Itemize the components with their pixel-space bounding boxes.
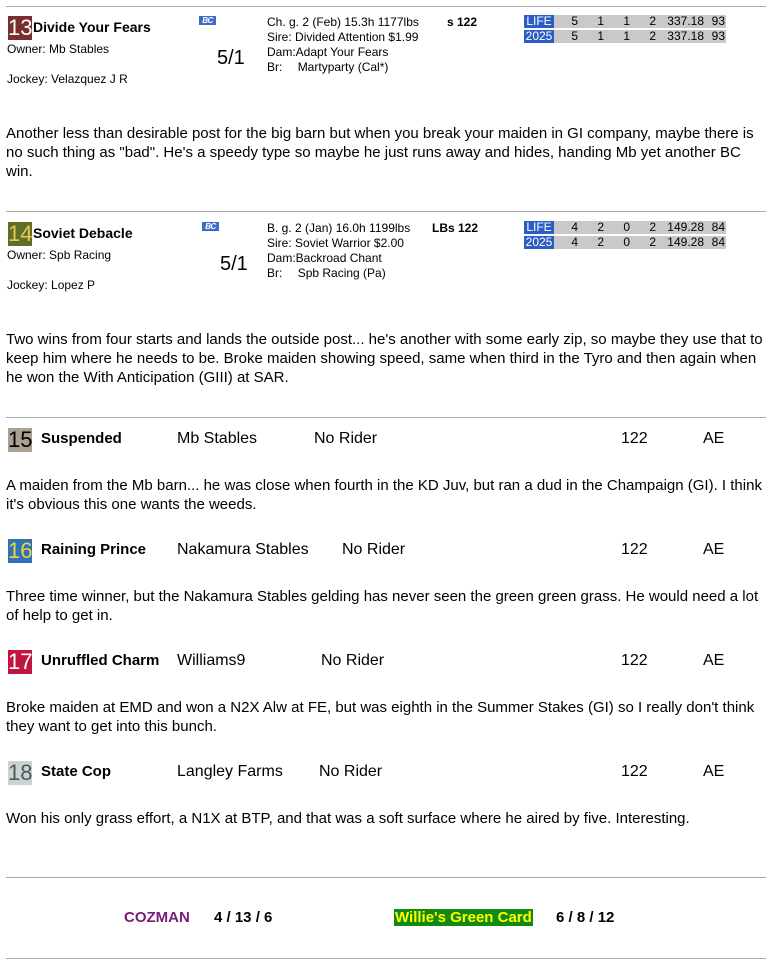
stats-label: 2025 (525, 29, 553, 43)
owner-name: Spb Racing (49, 248, 112, 262)
divider (6, 6, 766, 7)
entry-comment: Won his only grass effort, a N1X at BTP, and that was a soft surface where he aired by five. Interesting. (6, 810, 690, 827)
ae-status: AE (703, 652, 725, 669)
stats-shows: 2 (649, 14, 656, 28)
willie-picks: 6 / 8 / 12 (556, 909, 615, 926)
stats-shows: 2 (649, 29, 656, 43)
stats-places: 1 (623, 14, 630, 28)
stats-figure: 84 (711, 220, 725, 234)
horse-name: Suspended (41, 430, 122, 447)
entry-comment: A maiden from the Mb barn... he was close when fourth in the KD Juv, but ran a dud in the Champaign (GI). I think it's obvious this one wants the weeds. (6, 477, 762, 513)
horse-name: Unruffled Charm (41, 652, 160, 669)
weight: s 122 (447, 15, 478, 29)
post-position-badge: 13 (8, 15, 33, 40)
ae-status: AE (703, 763, 725, 780)
stats-wins: 2 (597, 220, 604, 234)
stats-figure: 84 (711, 235, 725, 249)
jockey-line (7, 278, 95, 292)
divider (6, 958, 766, 959)
stats-row-life (524, 15, 726, 28)
horse-description: B. g. 2 (Jan) 16.0h 1199lbs (267, 221, 411, 235)
breeder-line (267, 60, 388, 74)
divider (6, 417, 766, 418)
owner-label: Owner: (7, 42, 46, 56)
owner-name: Langley Farms (177, 763, 283, 780)
stats-label: LIFE (524, 221, 554, 234)
dam-name: Adapt Your Fears (295, 45, 389, 59)
stats-places: 0 (623, 235, 630, 249)
stats-earnings: 337.18 (667, 14, 704, 28)
sire-line (267, 236, 404, 250)
horse-name: State Cop (41, 763, 112, 780)
stats-wins: 1 (597, 29, 604, 43)
stats-row-year (524, 30, 726, 43)
owner-line (7, 248, 111, 262)
stats-shows: 2 (649, 220, 656, 234)
breeder-line (267, 266, 386, 280)
dam-line (267, 45, 388, 59)
stats-figure: 93 (711, 14, 725, 28)
divider (6, 211, 766, 212)
stats-starts: 4 (571, 235, 578, 249)
dam-name: Backroad Chant (295, 251, 382, 265)
weight: 122 (621, 652, 648, 669)
ae-status: AE (703, 430, 725, 447)
morning-line-odds: 5/1 (217, 47, 245, 69)
stats-label: LIFE (524, 15, 554, 28)
stats-wins: 2 (597, 235, 604, 249)
dam-label: Dam: (267, 45, 296, 59)
breeder-name: Martyparty (Cal*) (297, 60, 389, 74)
divider (6, 877, 766, 878)
breeders-cup-icon: BC (199, 16, 216, 25)
owner-name: Nakamura Stables (177, 541, 309, 558)
owner-name: Mb Stables (49, 42, 110, 56)
entry-comment: Three time winner, but the Nakamura Stables gelding has never seen the green green grass. He would need a lot of help to get in. (6, 588, 759, 624)
entry-comment: Broke maiden at EMD and won a N2X Alw at FE, but was eighth in the Summer Stakes (GI) so I really don't think they want to get into this bunch. (6, 699, 755, 735)
owner-label: Owner: (7, 248, 46, 262)
dam-line (267, 251, 382, 265)
breeder-label: Br: (267, 60, 283, 74)
ae-status: AE (703, 541, 725, 558)
stats-wins: 1 (597, 14, 604, 28)
cozman-picks: 4 / 13 / 6 (214, 909, 273, 926)
stats-row-year (524, 236, 726, 249)
post-position-badge: 18 (8, 760, 33, 785)
stats-row-life (524, 221, 726, 234)
sire-line (267, 30, 418, 44)
jockey-label: Jockey: (7, 278, 48, 292)
stats-shows: 2 (649, 235, 656, 249)
stats-figure: 93 (711, 29, 725, 43)
stats-earnings: 149.28 (667, 220, 704, 234)
horse-description: Ch. g. 2 (Feb) 15.3h 1177lbs (267, 15, 419, 29)
stats-starts: 5 (571, 29, 578, 43)
stats-starts: 5 (571, 14, 578, 28)
sire-label: Sire: (267, 30, 292, 44)
jockey-label: Jockey: (7, 72, 48, 86)
post-position-badge: 14 (8, 221, 33, 246)
rider-name: No Rider (314, 430, 378, 447)
stats-places: 0 (623, 220, 630, 234)
rider-name: No Rider (342, 541, 406, 558)
weight: 122 (621, 430, 648, 447)
post-position-badge: 16 (8, 538, 33, 563)
cozman-label: COZMAN (124, 909, 190, 926)
entry-comment: Two wins from four starts and lands the outside post... he's another with some early zip, so maybe they use that to keep him where he needs to be. Broke maiden showing speed, same when third in the Tyro and then again when he won the With Anticipation (GIII) at SAR. (6, 331, 763, 386)
sire-name: Soviet Warrior $2.00 (295, 236, 404, 250)
weight: 122 (621, 541, 648, 558)
weight: LBs 122 (432, 221, 479, 235)
owner-name: Williams9 (177, 652, 246, 669)
horse-name: Divide Your Fears (33, 19, 151, 35)
horse-name: Soviet Debacle (33, 225, 133, 241)
rider-name: No Rider (321, 652, 385, 669)
jockey-line (7, 72, 128, 86)
owner-line (7, 42, 109, 56)
breeder-name: Spb Racing (Pa) (297, 266, 386, 280)
post-position-badge: 15 (8, 427, 33, 452)
owner-name: Mb Stables (177, 430, 258, 447)
sire-label: Sire: (267, 236, 292, 250)
sire-name: Divided Attention $1.99 (295, 30, 419, 44)
breeders-cup-icon: BC (202, 222, 219, 231)
jockey-name: Velazquez J R (51, 72, 128, 86)
entry-comment: Another less than desirable post for the big barn but when you break your maiden in GI company, maybe there is no such thing as "bad". He's a speedy type so maybe he just runs away and hides, handing Mb yet another BC win. (6, 125, 754, 180)
rider-name: No Rider (319, 763, 383, 780)
stats-starts: 4 (571, 220, 578, 234)
morning-line-odds: 5/1 (220, 253, 248, 275)
willie-green-card-label: Willie's Green Card (395, 909, 532, 926)
post-position-badge: 17 (8, 649, 33, 674)
stats-earnings: 337.18 (667, 29, 704, 43)
horse-name: Raining Prince (41, 541, 147, 558)
jockey-name: Lopez P (51, 278, 96, 292)
breeder-label: Br: (267, 266, 283, 280)
stats-earnings: 149.28 (667, 235, 704, 249)
stats-places: 1 (623, 29, 630, 43)
dam-label: Dam: (267, 251, 296, 265)
stats-label: 2025 (525, 235, 553, 249)
weight: 122 (621, 763, 648, 780)
